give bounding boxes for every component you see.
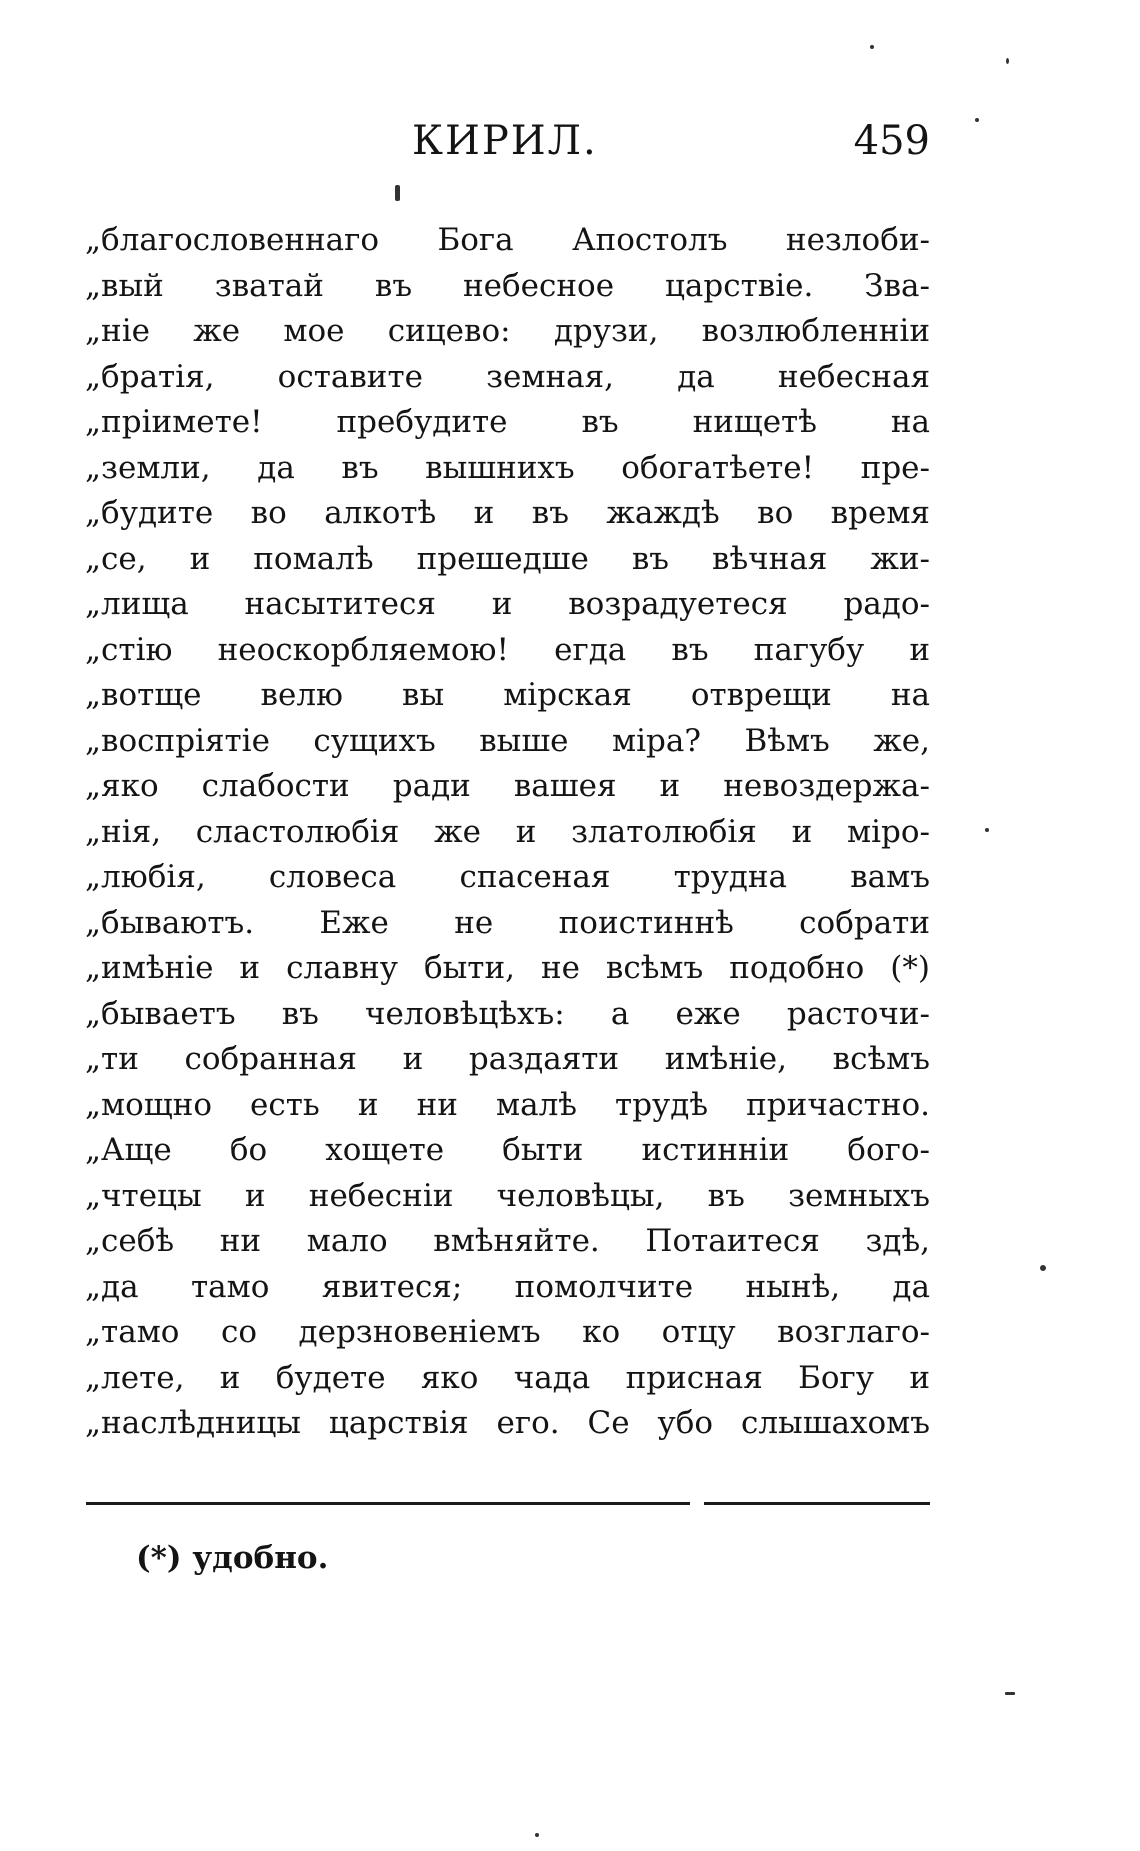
text-line: „стію неоскорбляемою! егда въ пагубу и <box>85 631 930 668</box>
text-line: „воспріятіе сущихъ выше міра? Вѣмъ же, <box>85 722 930 759</box>
body-text <box>85 218 930 1447</box>
text-line: „будите во алкотѣ и въ жаждѣ во время <box>85 495 930 531</box>
print-speck <box>870 45 874 49</box>
print-speck <box>975 118 979 122</box>
print-speck <box>1005 1692 1015 1695</box>
running-head <box>100 118 930 178</box>
text-line: „се, и помалѣ прешедше въ вѣчная жи- <box>85 540 930 577</box>
text-line: „пріимете! пребудите въ нищетѣ на <box>85 404 930 440</box>
print-speck <box>535 1833 539 1837</box>
footnote: (*) удобно. <box>136 1540 329 1576</box>
text-line: „земли, да въ вышнихъ обогатѣете! пре- <box>85 449 930 486</box>
text-line: „вый зватай въ небесное царствіе. Зва- <box>85 267 930 304</box>
text-line: „ніе же мое сицево: друзи, возлюбленніи <box>85 313 930 349</box>
print-speck <box>395 185 400 201</box>
text-line: „Аще бо хощете быти истинніи бого- <box>85 1132 930 1168</box>
text-line: „да тамо явитеся; помолчите нынѣ, да <box>85 1268 930 1305</box>
text-line: „братія, оставите земная, да небесная <box>85 358 930 395</box>
print-speck <box>985 828 989 832</box>
text-line: „яко слабости ради вашея и невоздержа- <box>85 768 930 804</box>
text-line: „любія, словеса спасеная трудна вамъ <box>85 859 930 895</box>
print-speck <box>1040 1265 1046 1271</box>
page-number: 459 <box>853 118 930 164</box>
text-line: „мощно есть и ни малѣ трудѣ причастно. <box>85 1086 930 1123</box>
running-title: КИРИЛ. <box>412 118 598 164</box>
text-line: „благословеннаго Бога Апостолъ незлоби- <box>85 222 930 258</box>
text-line: „бываетъ въ человѣцѣхъ: а еже расточи- <box>85 995 930 1032</box>
text-line: „себѣ ни мало вмѣняйте. Потаитеся здѣ, <box>85 1223 930 1259</box>
text-line: „бываютъ. Еже не поистиннѣ собрати <box>85 904 930 941</box>
text-line: „наслѣдницы царствія его. Се убо слышахомъ <box>85 1405 930 1441</box>
text-line: „чтецы и небесніи человѣцы, въ земныхъ <box>85 1177 930 1214</box>
text-line: „тамо со дерзновеніемъ ко отцу возглаго- <box>85 1314 930 1350</box>
text-line: „лете, и будете яко чада присная Богу и <box>85 1359 930 1396</box>
text-line: „имѣніе и славну быти, не всѣмъ подобно (*) <box>85 950 930 986</box>
text-line: „нія, сластолюбія же и златолюбія и міро- <box>85 813 930 850</box>
text-line: „вотще велю вы мірская отврещи на <box>85 677 930 713</box>
footnote-rule <box>86 1502 930 1505</box>
rule-break <box>690 1500 704 1508</box>
print-speck <box>1006 58 1009 64</box>
text-line: „лища насытитеся и возрадуетеся радо- <box>85 586 930 622</box>
text-line: „ти собранная и раздаяти имѣніе, всѣмъ <box>85 1041 930 1077</box>
